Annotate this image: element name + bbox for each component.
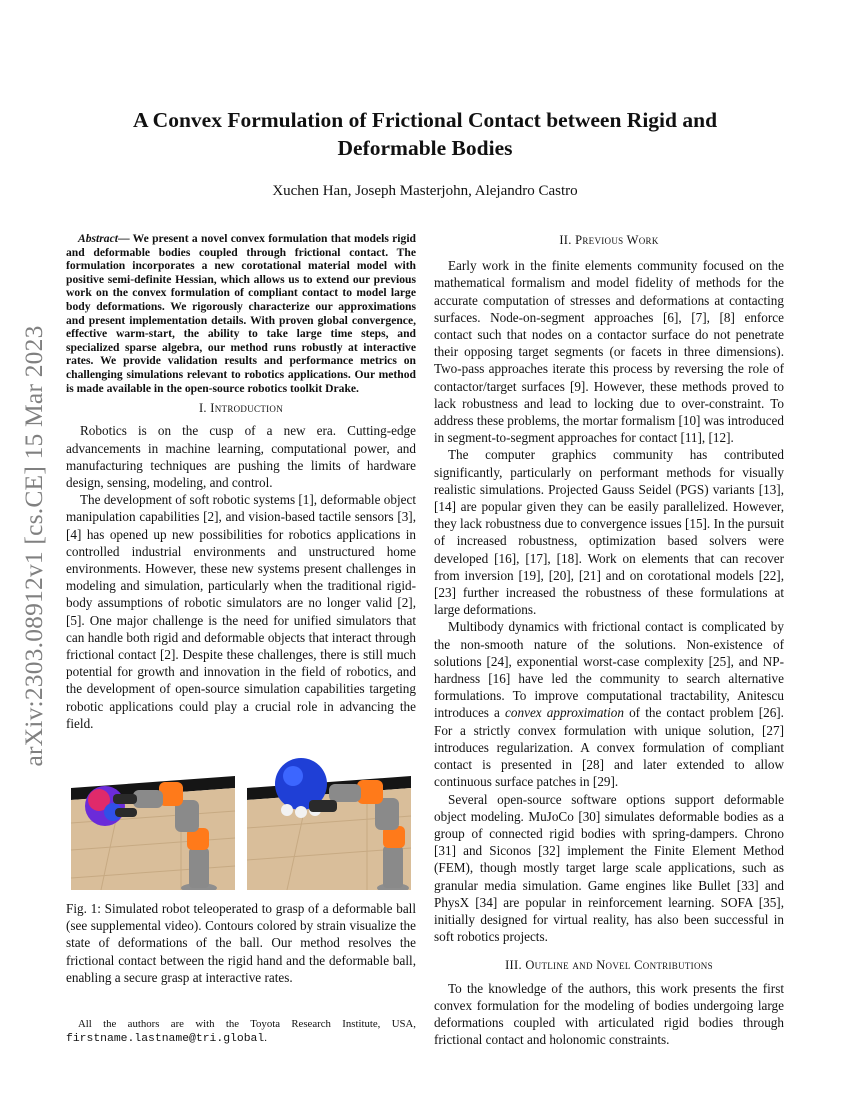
p3-emphasis: convex approximation <box>505 705 624 721</box>
abstract-text: — We present a novel convex formulation that models rigid and deformable bodies coupled through frictional contact. The formulation incorporates a new corotational material model with positive semi-definite Hessian, which allows us to extend our previous work on the convex formulation of compliant contact to model large body deformations. We rigorously characterize our approximations and present implementation details. With proven global convergence, effective warm-start, the ability to take large time steps, and specialized sparse algebra, our method runs robustly at interactive rates. We provide validation results and performance metrics on challenging simulations relevant to robotics applications. Our method is made available in the open-source robotics toolkit Drake. <box>66 232 416 395</box>
intro-paragraph-1: Robotics is on the cusp of a new era. Cutting-edge advancements in machine learning, computational power, and manufacturing techniques are pushing the limits of hardware design, sensing, modeling, and control. <box>66 423 416 490</box>
figure-1 <box>66 748 416 890</box>
intro-paragraph-2: The development of soft robotic systems [1], deformable object manipulation capabilities [2], and vision-based tactile sensors [3], [4] has opened up new possibilities for robotics applications in controlled industrial environments and unstructured home environments. However, these new systems present challenges in modeling and simulation, particularly when the traditional rigid-body assumptions of robotic simulators are no longer valid [2], [5]. One major challenge is the need for unified simulators that can handle both rigid and deformable objects that interact through frictional contact [2]. Despite these challenges, there is still much potential for growth and innovation in the field of robotics, and the development of open-source simulation capabilities targeting robotic applications could play a crucial role in advancing the field. <box>66 492 416 731</box>
previous-work-paragraph-2: The computer graphics community has contributed significantly, particularly on performant methods for visually realistic simulations. Projected Gauss Seidel (PGS) variants [13], [14] are popular given they can be easily parallelized. However, they lack robustness due to convergence issues [15]. In the pursuit of increased robustness, optimization based solvers were developed [16], [17], [18]. Work on elements that can recover from inversion [19], [20], [21] and on corotational models [22], [23] further increased the robustness of these formulations at large deformations. <box>434 447 784 618</box>
section-heading-introduction: I. Introduction <box>198 401 284 416</box>
previous-work-paragraph-4: Several open-source software options support deformable object modeling. MuJoCo [30] simulates deformable bodies as a group of connected rigid bodies with spring-dampers. Chrono [31] and Siconos [32] implement the Finite Element Method (FEM), though mostly target large scale applications, such as granular media simulation. Game engines like Bullet [33] and PhysX [34] are popular in reinforcement learning. SOFA [35], initially designed for virtual reality, has also been successful in soft robotics projects. <box>434 791 784 945</box>
arxiv-sidebar <box>13 288 55 804</box>
arxiv-id: arXiv:2303.08912v1 [cs.CE] 15 Mar 2023 <box>19 325 48 767</box>
author-list: Xuchen Han, Joseph Masterjohn, Alejandro Castro <box>272 183 578 199</box>
section-heading-outline: III. Outline and Novel Contributions <box>505 958 713 973</box>
previous-work-paragraph-1: Early work in the finite elements community focused on the mathematical formalism and model fidelity of methods for the accurate computation of stresses and deformations at contacting surfaces. Node-on-segment approaches [6], [7], [8] enforce contact such that nodes on a contactor surface do not penetrate their opposing target segments (or facets in three dimensions). Two-pass approaches iterate this process by reversing the role of contactor/target surfaces [9]. However, these methods proved to lack robustness and lead to locking due to over-constraint. To address these problems, the mortar formalism [10] was introduced in segment-to-segment approaches for contact [11], [12]. <box>434 258 784 446</box>
previous-work-paragraph-3 <box>434 618 784 790</box>
footnote-email: firstname.lastname@tri.global <box>66 1033 265 1045</box>
title-line-2: Deformable Bodies <box>337 136 513 160</box>
paper-title <box>80 106 770 162</box>
outline-paragraph-1: To the knowledge of the authors, this work presents the first convex formulation for the modeling of bodies undergoing large deformations coupled with articulated rigid bodies through frictional contact and holonomic constraints. <box>434 980 784 1048</box>
footnote-end: . <box>264 1032 267 1044</box>
p3-text-a: Multibody dynamics with frictional contact is complicated by the non-smooth nature of the solutions. Non-existence of solutions [24], exponential worst-case complexity [25], and NP-hardness [16] have led the community to search alternative formulations. To improve computational tractability, Anitescu introduces a <box>434 619 784 721</box>
title-line-1: A Convex Formulation of Frictional Contact between Rigid and <box>132 108 718 132</box>
figure-panel-left <box>66 748 240 890</box>
p3-text-b: of the contact problem [26]. For a strictly convex formulation with unique solution, [27] introduces regularization. A convex formulation of compliant contact is presented in [28] and later extended to allow continuous surface patches in [29]. <box>434 705 784 790</box>
abstract <box>66 232 416 395</box>
figure-panel-right <box>242 748 416 890</box>
right-column <box>434 232 784 1048</box>
author-affiliation-footnote <box>66 1017 416 1046</box>
abstract-label: Abstract <box>78 232 118 245</box>
section-heading-previous-work: II. Previous Work <box>559 233 659 247</box>
figure-1-caption: Fig. 1: Simulated robot teleoperated to grasp of a deformable ball (see supplemental video). Contours colored by strain visualize the state of deformations of the ball. Our method resolves the frictional contact between the rigid hand and the deformable ball, enabling a secure grasp at interactive rates. <box>66 900 416 985</box>
left-column <box>66 232 416 986</box>
footnote-text: All the authors are with the Toyota Research Institute, USA, <box>78 1018 416 1030</box>
